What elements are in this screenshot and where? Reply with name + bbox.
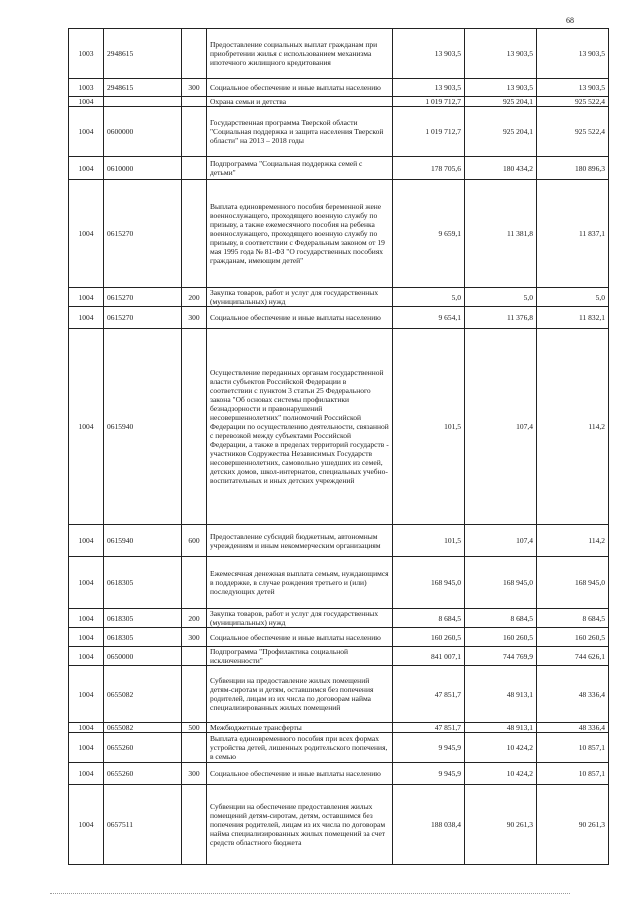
code-cell: 0655082 (104, 666, 182, 723)
name-cell: Субвенции на предоставление жилых помещений детям-сиротам и детям, оставшимся без попечения родителей, лицам из их числа по договорам найма специализированных жилых помещений (207, 666, 393, 723)
value-year2-cell: 90 261,3 (465, 785, 537, 865)
code-cell (104, 97, 182, 107)
section-cell: 1004 (69, 107, 104, 157)
value-year2-cell: 48 913,1 (465, 723, 537, 733)
value-year3-cell: 48 336,4 (537, 723, 609, 733)
code-cell: 0655260 (104, 733, 182, 763)
section-cell: 1003 (69, 29, 104, 79)
value-year1-cell: 101,5 (393, 329, 465, 525)
table-row (69, 97, 609, 107)
code-cell: 0618305 (104, 628, 182, 647)
section-cell: 1003 (69, 79, 104, 97)
value-year1-cell: 1 019 712,7 (393, 97, 465, 107)
name-cell: Подпрограмма "Социальная поддержка семей с детьми" (207, 157, 393, 180)
table-row (69, 763, 609, 785)
table-row (69, 666, 609, 723)
expense-type-cell (182, 785, 207, 865)
value-year1-cell: 9 945,9 (393, 763, 465, 785)
expense-type-cell (182, 157, 207, 180)
value-year2-cell: 10 424,2 (465, 733, 537, 763)
table-row (69, 180, 609, 288)
value-year1-cell: 9 654,1 (393, 307, 465, 329)
name-cell: Осуществление переданных органам государственной власти субъектов Российской Федерации в соответствии с пунктом 3 статьи 25 Федерального закона "Об основах системы профилактики безнадзорности и правонарушений несовершеннолетних" полномочий Российской Федерации по осуществлению деятельности, связанной с перевозкой между субъектами Российской Федерации, а также в пределах территорий государств - участников Содружества Независимых Государств несовершеннолетних, самовольно ушедших из семей, детских домов, школ-интернатов, специальных учебно-воспитательных и иных детских учреждений (207, 329, 393, 525)
value-year3-cell: 90 261,3 (537, 785, 609, 865)
table-row (69, 723, 609, 733)
budget-table (68, 28, 609, 865)
value-year3-cell: 11 837,1 (537, 180, 609, 288)
code-cell: 0655082 (104, 723, 182, 733)
code-cell: 0610000 (104, 157, 182, 180)
expense-type-cell (182, 329, 207, 525)
code-cell: 2948615 (104, 79, 182, 97)
page-number: 68 (566, 16, 574, 25)
value-year1-cell: 841 007,1 (393, 647, 465, 666)
value-year1-cell: 13 903,5 (393, 79, 465, 97)
table-row (69, 525, 609, 557)
code-cell: 0615270 (104, 288, 182, 307)
code-cell: 0600000 (104, 107, 182, 157)
table-row (69, 107, 609, 157)
name-cell: Социальное обеспечение и иные выплаты населению (207, 763, 393, 785)
value-year1-cell: 8 684,5 (393, 609, 465, 628)
value-year2-cell: 107,4 (465, 525, 537, 557)
expense-type-cell (182, 107, 207, 157)
value-year2-cell: 925 204,1 (465, 97, 537, 107)
code-cell: 0618305 (104, 609, 182, 628)
section-cell: 1004 (69, 97, 104, 107)
value-year3-cell: 10 857,1 (537, 763, 609, 785)
code-cell: 0615270 (104, 180, 182, 288)
code-cell: 0650000 (104, 647, 182, 666)
name-cell: Социальное обеспечение и иные выплаты населению (207, 628, 393, 647)
value-year1-cell: 188 038,4 (393, 785, 465, 865)
expense-type-cell (182, 733, 207, 763)
value-year2-cell: 8 684,5 (465, 609, 537, 628)
name-cell: Государственная программа Тверской области "Социальная поддержка и защита населения Тверской области" на 2013 – 2018 годы (207, 107, 393, 157)
table-row (69, 307, 609, 329)
value-year1-cell: 178 705,6 (393, 157, 465, 180)
value-year3-cell: 48 336,4 (537, 666, 609, 723)
table-row (69, 329, 609, 525)
name-cell: Социальное обеспечение и иные выплаты населению (207, 307, 393, 329)
name-cell: Охрана семьи и детства (207, 97, 393, 107)
expense-type-cell (182, 557, 207, 609)
section-cell: 1004 (69, 307, 104, 329)
section-cell: 1004 (69, 647, 104, 666)
expense-type-cell (182, 97, 207, 107)
name-cell: Подпрограмма "Профилактика социальной исключенности" (207, 647, 393, 666)
expense-type-cell: 200 (182, 288, 207, 307)
value-year3-cell: 160 260,5 (537, 628, 609, 647)
code-cell: 2948615 (104, 29, 182, 79)
table-row (69, 29, 609, 79)
table-row (69, 557, 609, 609)
value-year1-cell: 5,0 (393, 288, 465, 307)
value-year2-cell: 925 204,1 (465, 107, 537, 157)
code-cell: 0615940 (104, 525, 182, 557)
value-year3-cell: 13 903,5 (537, 79, 609, 97)
section-cell: 1004 (69, 733, 104, 763)
section-cell: 1004 (69, 785, 104, 865)
expense-type-cell: 300 (182, 79, 207, 97)
value-year1-cell: 9 659,1 (393, 180, 465, 288)
value-year2-cell: 11 381,8 (465, 180, 537, 288)
table-row (69, 785, 609, 865)
table-row (69, 628, 609, 647)
code-cell: 0655260 (104, 763, 182, 785)
table-row (69, 79, 609, 97)
expense-type-cell (182, 29, 207, 79)
value-year1-cell: 47 851,7 (393, 723, 465, 733)
name-cell: Ежемесячная денежная выплата семьям, нуждающимся в поддержке, в случае рождения третьего и (или) последующих детей (207, 557, 393, 609)
table-row (69, 288, 609, 307)
section-cell: 1004 (69, 329, 104, 525)
value-year1-cell: 160 260,5 (393, 628, 465, 647)
value-year3-cell: 5,0 (537, 288, 609, 307)
table-row (69, 647, 609, 666)
expense-type-cell: 300 (182, 307, 207, 329)
expense-type-cell: 300 (182, 628, 207, 647)
table-row (69, 609, 609, 628)
value-year2-cell: 744 769,9 (465, 647, 537, 666)
value-year3-cell: 180 896,3 (537, 157, 609, 180)
value-year1-cell: 13 903,5 (393, 29, 465, 79)
expense-type-cell (182, 666, 207, 723)
value-year3-cell: 10 857,1 (537, 733, 609, 763)
name-cell: Социальное обеспечение и иные выплаты населению (207, 79, 393, 97)
value-year2-cell: 13 903,5 (465, 29, 537, 79)
table-row (69, 157, 609, 180)
value-year2-cell: 5,0 (465, 288, 537, 307)
code-cell: 0615940 (104, 329, 182, 525)
scan-footer-line (50, 893, 570, 900)
value-year3-cell: 168 945,0 (537, 557, 609, 609)
value-year1-cell: 1 019 712,7 (393, 107, 465, 157)
section-cell: 1004 (69, 157, 104, 180)
section-cell: 1004 (69, 723, 104, 733)
value-year2-cell: 160 260,5 (465, 628, 537, 647)
table-row (69, 733, 609, 763)
name-cell: Выплата единовременного пособия беременной жене военнослужащего, проходящего военную службу по призыву, а также ежемесячного пособия на ребенка военнослужащего, проходящего военную службу по призыву, в соответствии с Федеральным законом от 19 мая 1995 года № 81-ФЗ "О государственных пособиях гражданам, имеющим детей" (207, 180, 393, 288)
expense-type-cell: 500 (182, 723, 207, 733)
value-year2-cell: 11 376,8 (465, 307, 537, 329)
section-cell: 1004 (69, 609, 104, 628)
value-year2-cell: 168 945,0 (465, 557, 537, 609)
value-year3-cell: 8 684,5 (537, 609, 609, 628)
section-cell: 1004 (69, 180, 104, 288)
expense-type-cell: 200 (182, 609, 207, 628)
name-cell: Закупка товаров, работ и услуг для государственных (муниципальных) нужд (207, 609, 393, 628)
section-cell: 1004 (69, 288, 104, 307)
value-year2-cell: 180 434,2 (465, 157, 537, 180)
name-cell: Закупка товаров, работ и услуг для государственных (муниципальных) нужд (207, 288, 393, 307)
value-year2-cell: 10 424,2 (465, 763, 537, 785)
section-cell: 1004 (69, 628, 104, 647)
name-cell: Выплата единовременного пособия при всех формах устройства детей, лишенных родительского попечения, в семью (207, 733, 393, 763)
value-year2-cell: 48 913,1 (465, 666, 537, 723)
name-cell: Межбюджетные трансферты (207, 723, 393, 733)
value-year3-cell: 13 903,5 (537, 29, 609, 79)
value-year3-cell: 11 832,1 (537, 307, 609, 329)
value-year1-cell: 101,5 (393, 525, 465, 557)
expense-type-cell: 300 (182, 763, 207, 785)
value-year2-cell: 107,4 (465, 329, 537, 525)
expense-type-cell (182, 180, 207, 288)
section-cell: 1004 (69, 666, 104, 723)
expense-type-cell (182, 647, 207, 666)
value-year3-cell: 114,2 (537, 525, 609, 557)
name-cell: Предоставление социальных выплат гражданам при приобретении жилья с использованием механизма ипотечного жилищного кредитования (207, 29, 393, 79)
section-cell: 1004 (69, 557, 104, 609)
value-year1-cell: 47 851,7 (393, 666, 465, 723)
name-cell: Субвенции на обеспечение предоставления жилых помещений детям-сиротам, детям, оставшимся без попечения родителей, лицам из их числа по договорам найма специализированных жилых помещений за счет средств областного бюджета (207, 785, 393, 865)
value-year1-cell: 168 945,0 (393, 557, 465, 609)
value-year1-cell: 9 945,9 (393, 733, 465, 763)
name-cell: Предоставление субсидий бюджетным, автономным учреждениям и иным некоммерческим организациям (207, 525, 393, 557)
value-year3-cell: 114,2 (537, 329, 609, 525)
value-year3-cell: 744 626,1 (537, 647, 609, 666)
value-year2-cell: 13 903,5 (465, 79, 537, 97)
section-cell: 1004 (69, 763, 104, 785)
value-year3-cell: 925 522,4 (537, 97, 609, 107)
table-body (69, 29, 609, 865)
expense-type-cell: 600 (182, 525, 207, 557)
code-cell: 0657511 (104, 785, 182, 865)
code-cell: 0618305 (104, 557, 182, 609)
code-cell: 0615270 (104, 307, 182, 329)
value-year3-cell: 925 522,4 (537, 107, 609, 157)
section-cell: 1004 (69, 525, 104, 557)
